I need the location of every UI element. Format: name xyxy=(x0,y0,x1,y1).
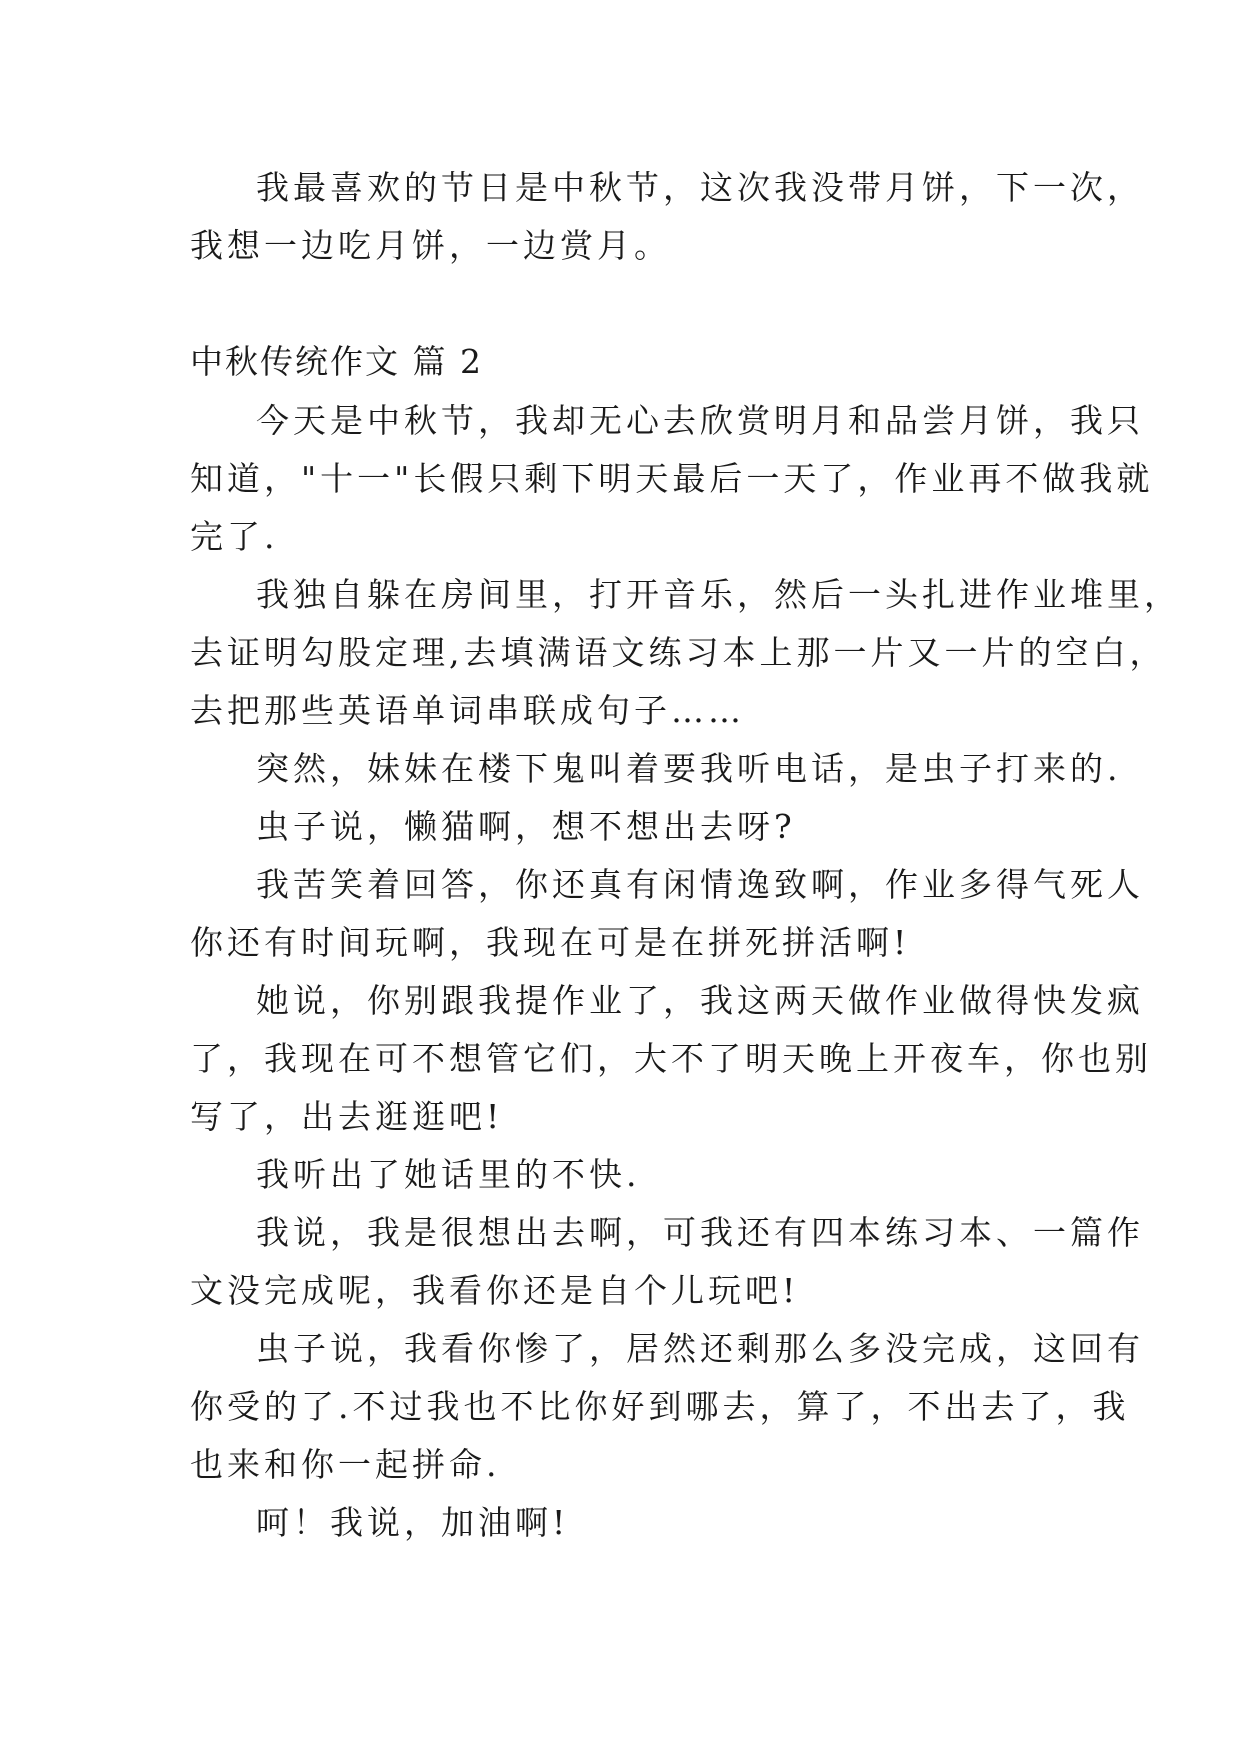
paragraph-line: 虫子说，我看你惨了，居然还剩那么多没完成，这回有 xyxy=(256,1329,1144,1368)
paragraph-line: 呵！我说，加油啊! xyxy=(256,1503,570,1542)
intro-line-1: 我最喜欢的节日是中秋节，这次我没带月饼，下一次， xyxy=(256,168,1144,207)
paragraph-line: 也来和你一起拼命. xyxy=(190,1445,501,1484)
paragraph-line: 我说，我是很想出去啊，可我还有四本练习本、一篇作 xyxy=(256,1213,1144,1252)
paragraph-line: 你受的了.不过我也不比你好到哪去，算了，不出去了，我 xyxy=(190,1387,1130,1426)
paragraph-line: 去把那些英语单词串联成句子…… xyxy=(190,691,745,730)
paragraph-line: 了，我现在可不想管它们，大不了明天晚上开夜车，你也别 xyxy=(190,1039,1152,1078)
paragraph-line: 我苦笑着回答，你还真有闲情逸致啊，作业多得气死人 xyxy=(256,865,1144,904)
paragraph-line: 今天是中秋节，我却无心去欣赏明月和品尝月饼，我只 xyxy=(256,401,1144,440)
paragraph-line: 我听出了她话里的不快. xyxy=(256,1155,641,1194)
paragraph-line: 写了，出去逛逛吧! xyxy=(190,1097,504,1136)
paragraph-line: 你还有时间玩啊，我现在可是在拼死拼活啊! xyxy=(190,923,911,962)
paragraph-line: 虫子说，懒猫啊，想不想出去呀? xyxy=(256,807,796,846)
paragraph-line: 知道，"十一"长假只剩下明天最后一天了，作业再不做我就 xyxy=(190,459,1154,498)
paragraph-line: 去证明勾股定理,去填满语文练习本上那一片又一片的空白， xyxy=(190,633,1167,672)
paragraph-line: 突然，妹妹在楼下鬼叫着要我听电话，是虫子打来的. xyxy=(256,749,1122,788)
intro-line-2: 我想一边吃月饼，一边赏月。 xyxy=(190,226,671,265)
paragraph-line: 我独自躲在房间里，打开音乐，然后一头扎进作业堆里， xyxy=(256,575,1181,614)
paragraph-line: 完了. xyxy=(190,517,279,556)
paragraph-line: 文没完成呢，我看你还是自个儿玩吧! xyxy=(190,1271,800,1310)
section-heading: 中秋传统作文 篇 2 xyxy=(190,342,483,381)
paragraph-line: 她说，你别跟我提作业了，我这两天做作业做得快发疯 xyxy=(256,981,1144,1020)
